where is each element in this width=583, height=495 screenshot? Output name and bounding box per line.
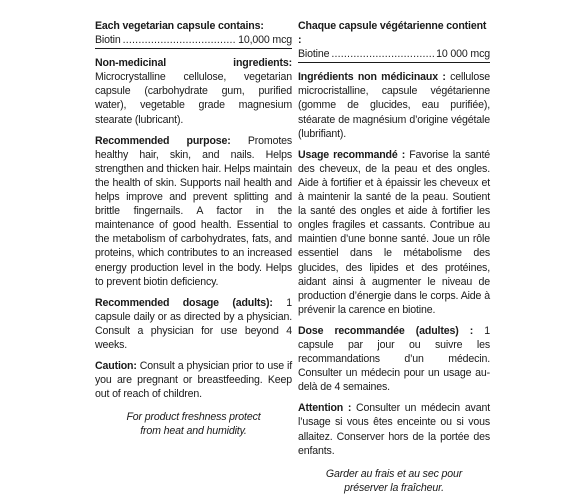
ingredient-amount: 10,000 mcg <box>238 34 292 47</box>
purpose-text: Promotes healthy hair, skin, and nails. Helps strengthen and thicken hair. Helps maintain the health of skin. Supports nail health and helps improve and prevent splitting and brittle fingernails. A factor in the maintenance of good health. Essential to the metabolism of carbohydrates, fats, and proteins, which contributes to an increased energy production level in the body. Helps to prevent biotin deficiency. <box>95 134 292 288</box>
nonmedicinal-label-fr: Ingrédients non médicinaux : <box>298 71 446 84</box>
storage-note-line-2: from heat and humidity. <box>140 425 247 438</box>
ingredient-row-biotin <box>95 33 292 49</box>
recommended-dosage-fr <box>298 324 490 394</box>
dosage-label-fr: Dose recommandée (adultes) : <box>298 324 474 337</box>
purpose-label: Recommended purpose: <box>95 134 231 147</box>
recommended-purpose <box>95 134 292 289</box>
capsule-contents-heading-fr: Chaque capsule végétarienne contient : <box>298 20 487 47</box>
caution-label: Caution: <box>95 360 137 373</box>
storage-note-fr <box>298 467 490 495</box>
caution-text-fr: Consulter un médecin avant l’usage si vous êtes enceinte ou si vous allaitez. Conserver hors de la portée des enfants. <box>298 402 490 457</box>
recommended-purpose-fr <box>298 148 490 317</box>
dot-leader <box>123 33 237 47</box>
ingredient-name: Biotin <box>95 34 121 47</box>
dosage-text-fr: 1 capsule par jour ou suivre les recommandations d’un médecin. Consulter un médecin pour un usage au-delà de 4 semaines. <box>298 324 490 394</box>
dot-leader-fr <box>331 47 434 61</box>
storage-note-line-1: For product freshness protect <box>126 411 261 424</box>
caution-label-fr: Attention : <box>298 402 352 415</box>
french-column <box>298 19 490 495</box>
caution-fr <box>298 401 490 457</box>
nonmedicinal-text: Microcrystalline cellulose, vegetarian capsule (carbohydrate gum, purified water), vegetable grade magnesium stearate (lubricant). <box>95 71 292 126</box>
nonmedicinal-text-fr: cellulose microcristalline, capsule végétarienne (gomme de glucides, eau purifiée), stéarate de magnésium d’origine végétale (lubrifiant). <box>298 71 490 140</box>
recommended-dosage <box>95 296 292 352</box>
storage-note-fr-line-1: Garder au frais et au sec pour <box>325 467 463 480</box>
ingredient-amount-fr: 10 000 mcg <box>436 48 490 61</box>
ingredient-row-biotine <box>298 47 490 63</box>
dosage-text: 1 capsule daily or as directed by a physician. Consult a physician for use beyond 4 weeks. <box>95 296 292 351</box>
ingredient-name-fr: Biotine <box>298 48 330 61</box>
capsule-contents-heading: Each vegetarian capsule contains: <box>95 20 264 32</box>
caution-text: Consult a physician prior to use if you are pregnant or breastfeeding. Keep out of reach of children. <box>95 360 292 401</box>
storage-note <box>95 410 292 438</box>
storage-note-fr-line-2: préserver la fraîcheur. <box>344 481 444 494</box>
dosage-label: Recommended dosage (adults): <box>95 296 273 309</box>
purpose-text-fr: Favorise la santé des cheveux, de la peau et des ongles. Aide à fortifier et à épaissir les cheveux et à maintenir la santé de la peau. Soutient la santé des ongles et aide à fortifier les ongles fragiles et cassants. Contribue au maintien d’une bonne santé. Joue un rôle essentiel dans le métabolisme des glucides, des lipides et des protéines, aidant ainsi à augmenter le niveau de production d’énergie dans le corps. Aide à prévenir la carence en biotine. <box>298 148 490 316</box>
english-column <box>95 19 292 439</box>
nonmedicinal-ingredients <box>95 56 292 126</box>
nonmedicinal-label: Non-medicinal ingredients: <box>95 57 292 70</box>
purpose-label-fr: Usage recommandé : <box>298 148 406 161</box>
nonmedicinal-ingredients-fr <box>298 70 490 140</box>
caution <box>95 359 292 401</box>
